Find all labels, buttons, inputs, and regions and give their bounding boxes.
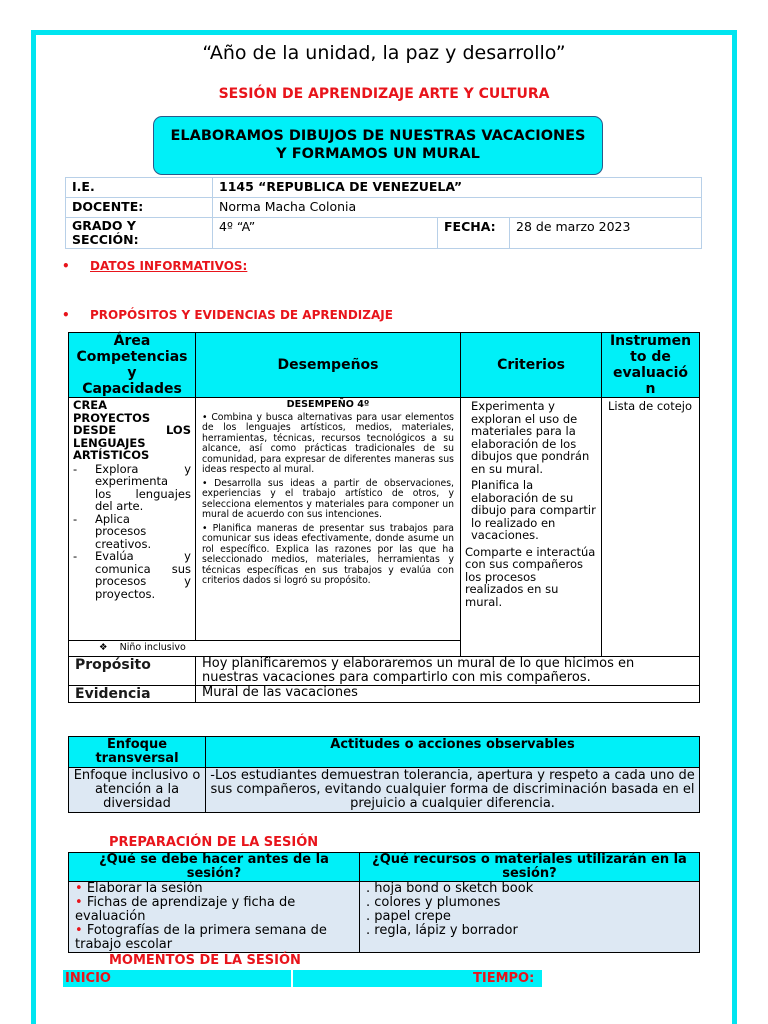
- datos-label: DATOS INFORMATIVOS:: [90, 259, 248, 273]
- competencias-table: [68, 332, 700, 703]
- bullet-icon: •: [62, 308, 70, 322]
- criterio-2: Planifica la elaboración de su dibujo para compartir lo realizado en vacaciones.: [471, 478, 596, 542]
- propositos-label: PROPÓSITOS Y EVIDENCIAS DE APRENDIZAJE: [90, 308, 393, 322]
- banner-line-1: ELABORAMOS DIBUJOS DE NUESTRAS VACACIONES: [170, 128, 586, 144]
- capacidad-item: - Explora y experimenta los lenguajes del arte.: [73, 461, 191, 513]
- grado-label-2: SECCIÓN:: [72, 232, 139, 247]
- criterio-3: Comparte e interactúa con sus compañeros los procesos realizados en su mural.: [465, 544, 596, 609]
- preparacion-title: PREPARACIÓN DE LA SESIÓN: [109, 835, 319, 850]
- antes-item: • Elaborar la sesión: [75, 881, 203, 896]
- grado-value: 4º “A”: [213, 218, 438, 249]
- proposito-value: Hoy planificaremos y elaboraremos un mural de lo que hicimos en nuestras vacaciones para compartirlo con mis compañeros.: [196, 657, 700, 686]
- header-desempenos: Desempeños: [196, 333, 461, 398]
- recurso-item: . colores y plumones: [366, 895, 501, 910]
- evidencia-label: Evidencia: [69, 686, 196, 703]
- docente-label: DOCENTE:: [72, 199, 144, 214]
- propositos-heading: [62, 308, 393, 322]
- evidencia-value: Mural de las vacaciones: [196, 686, 700, 703]
- desempeno-2: • Desarrolla sus ideas a partir de observaciones, experiencias y el trabajo artístico de otros, y selecciona elementos y materiales para componer un mural de acuerdo con sus intenciones.: [202, 477, 454, 520]
- session-title: SESIÓN DE APRENDIZAJE ARTE Y CULTURA: [218, 86, 550, 102]
- preparacion-header-1: ¿Qué se debe hacer antes de la sesión?: [69, 853, 360, 882]
- inicio-bar: INICIO: [63, 970, 291, 987]
- criterio-1: Experimenta y exploran el uso de materiales para la elaboración de los dibujos que pondrán en su mural.: [471, 399, 590, 476]
- ie-label: I.E.: [72, 179, 95, 194]
- antes-item: • Fichas de aprendizaje y ficha de evaluación: [75, 895, 296, 924]
- preparacion-header-2: ¿Qué recursos o materiales utilizarán en la sesión?: [360, 853, 700, 882]
- banner-line-2: Y FORMAMOS UN MURAL: [276, 146, 480, 162]
- capacidad-item: - Aplica procesos creativos.: [73, 511, 152, 551]
- enfoque-cell-2: -Los estudiantes demuestran tolerancia, apertura y respeto a cada uno de sus compañeros, evitando cualquier forma de discriminación basada en el prejuicio a cualquier diferencia.: [206, 768, 700, 813]
- capacidades-list: [69, 463, 195, 601]
- enfoque-header-1: Enfoque transversal: [69, 737, 206, 768]
- desempeno-3: • Planifica maneras de presentar sus trabajos para comunicar sus ideas efectivamente, donde asume un rol específico. Explica las razones por las que ha seleccionado medios, materiales, herramientas y técnicas específicas en sus trabajos y evalúa con criterios dados si logró su propósito.: [202, 522, 454, 586]
- momentos-title: MOMENTOS DE LA SESIÓN: [109, 953, 301, 968]
- preparacion-table: [68, 852, 700, 953]
- recurso-item: . regla, lápiz y borrador: [366, 923, 518, 938]
- desempeno-cell: [196, 398, 461, 641]
- desempeno-1: • Combina y busca alternativas para usar elementos de los lenguajes artísticos, medios, materiales, herramientas, técnicas, recursos tecnológicos a su alcance, así como prácticas tradicionales de su comunidad, para expresar de diferentes maneras sus ideas respecto al mural.: [202, 411, 454, 475]
- header-area: Área Competencias y Capacidades: [69, 333, 196, 398]
- antes-item: • Fotografías de la primera semana de trabajo escolar: [75, 923, 327, 952]
- motto: “Año de la unidad, la paz y desarrollo”: [202, 42, 566, 64]
- fecha-label: FECHA:: [444, 219, 496, 234]
- ie-value: 1145 “REPUBLICA DE VENEZUELA”: [219, 179, 463, 194]
- capacidad-item: - Evalúa y comunica sus procesos y proyectos.: [73, 549, 191, 601]
- grado-label-1: GRADO Y: [72, 218, 136, 233]
- topic-banner: [153, 116, 603, 175]
- enfoque-table: [68, 736, 700, 813]
- bullet-icon: •: [62, 259, 70, 273]
- desempeno-title: DESEMPEÑO 4º: [286, 399, 370, 410]
- competencia-title: CREA PROYECTOS DESDE LOS LENGUAJES ARTÍSTICOS: [73, 398, 191, 462]
- criterios-cell: [461, 398, 602, 657]
- antes-list: [69, 882, 360, 953]
- header-criterios: Criterios: [461, 333, 602, 398]
- instrumento-value: Lista de cotejo: [608, 399, 693, 413]
- recursos-list: [360, 882, 700, 953]
- datos-heading: [62, 259, 247, 273]
- nino-inclusivo: ❖ Niño inclusivo: [69, 641, 461, 657]
- diamond-icon: ❖: [99, 642, 108, 653]
- instrumento-cell: [602, 398, 700, 657]
- header-instrumento: Instrumen to de evaluació n: [602, 333, 700, 398]
- info-table: [65, 177, 702, 249]
- tiempo-bar: TIEMPO:: [293, 970, 542, 987]
- recurso-item: . papel crepe: [366, 909, 451, 924]
- enfoque-header-2: Actitudes o acciones observables: [206, 737, 700, 768]
- proposito-label: Propósito: [69, 657, 196, 686]
- competencia-cell: [69, 398, 196, 641]
- fecha-value: 28 de marzo 2023: [510, 218, 702, 249]
- recurso-item: . hoja bond o sketch book: [366, 881, 534, 896]
- docente-value: Norma Macha Colonia: [213, 198, 702, 218]
- enfoque-cell-1: Enfoque inclusivo o atención a la diversidad: [69, 768, 206, 813]
